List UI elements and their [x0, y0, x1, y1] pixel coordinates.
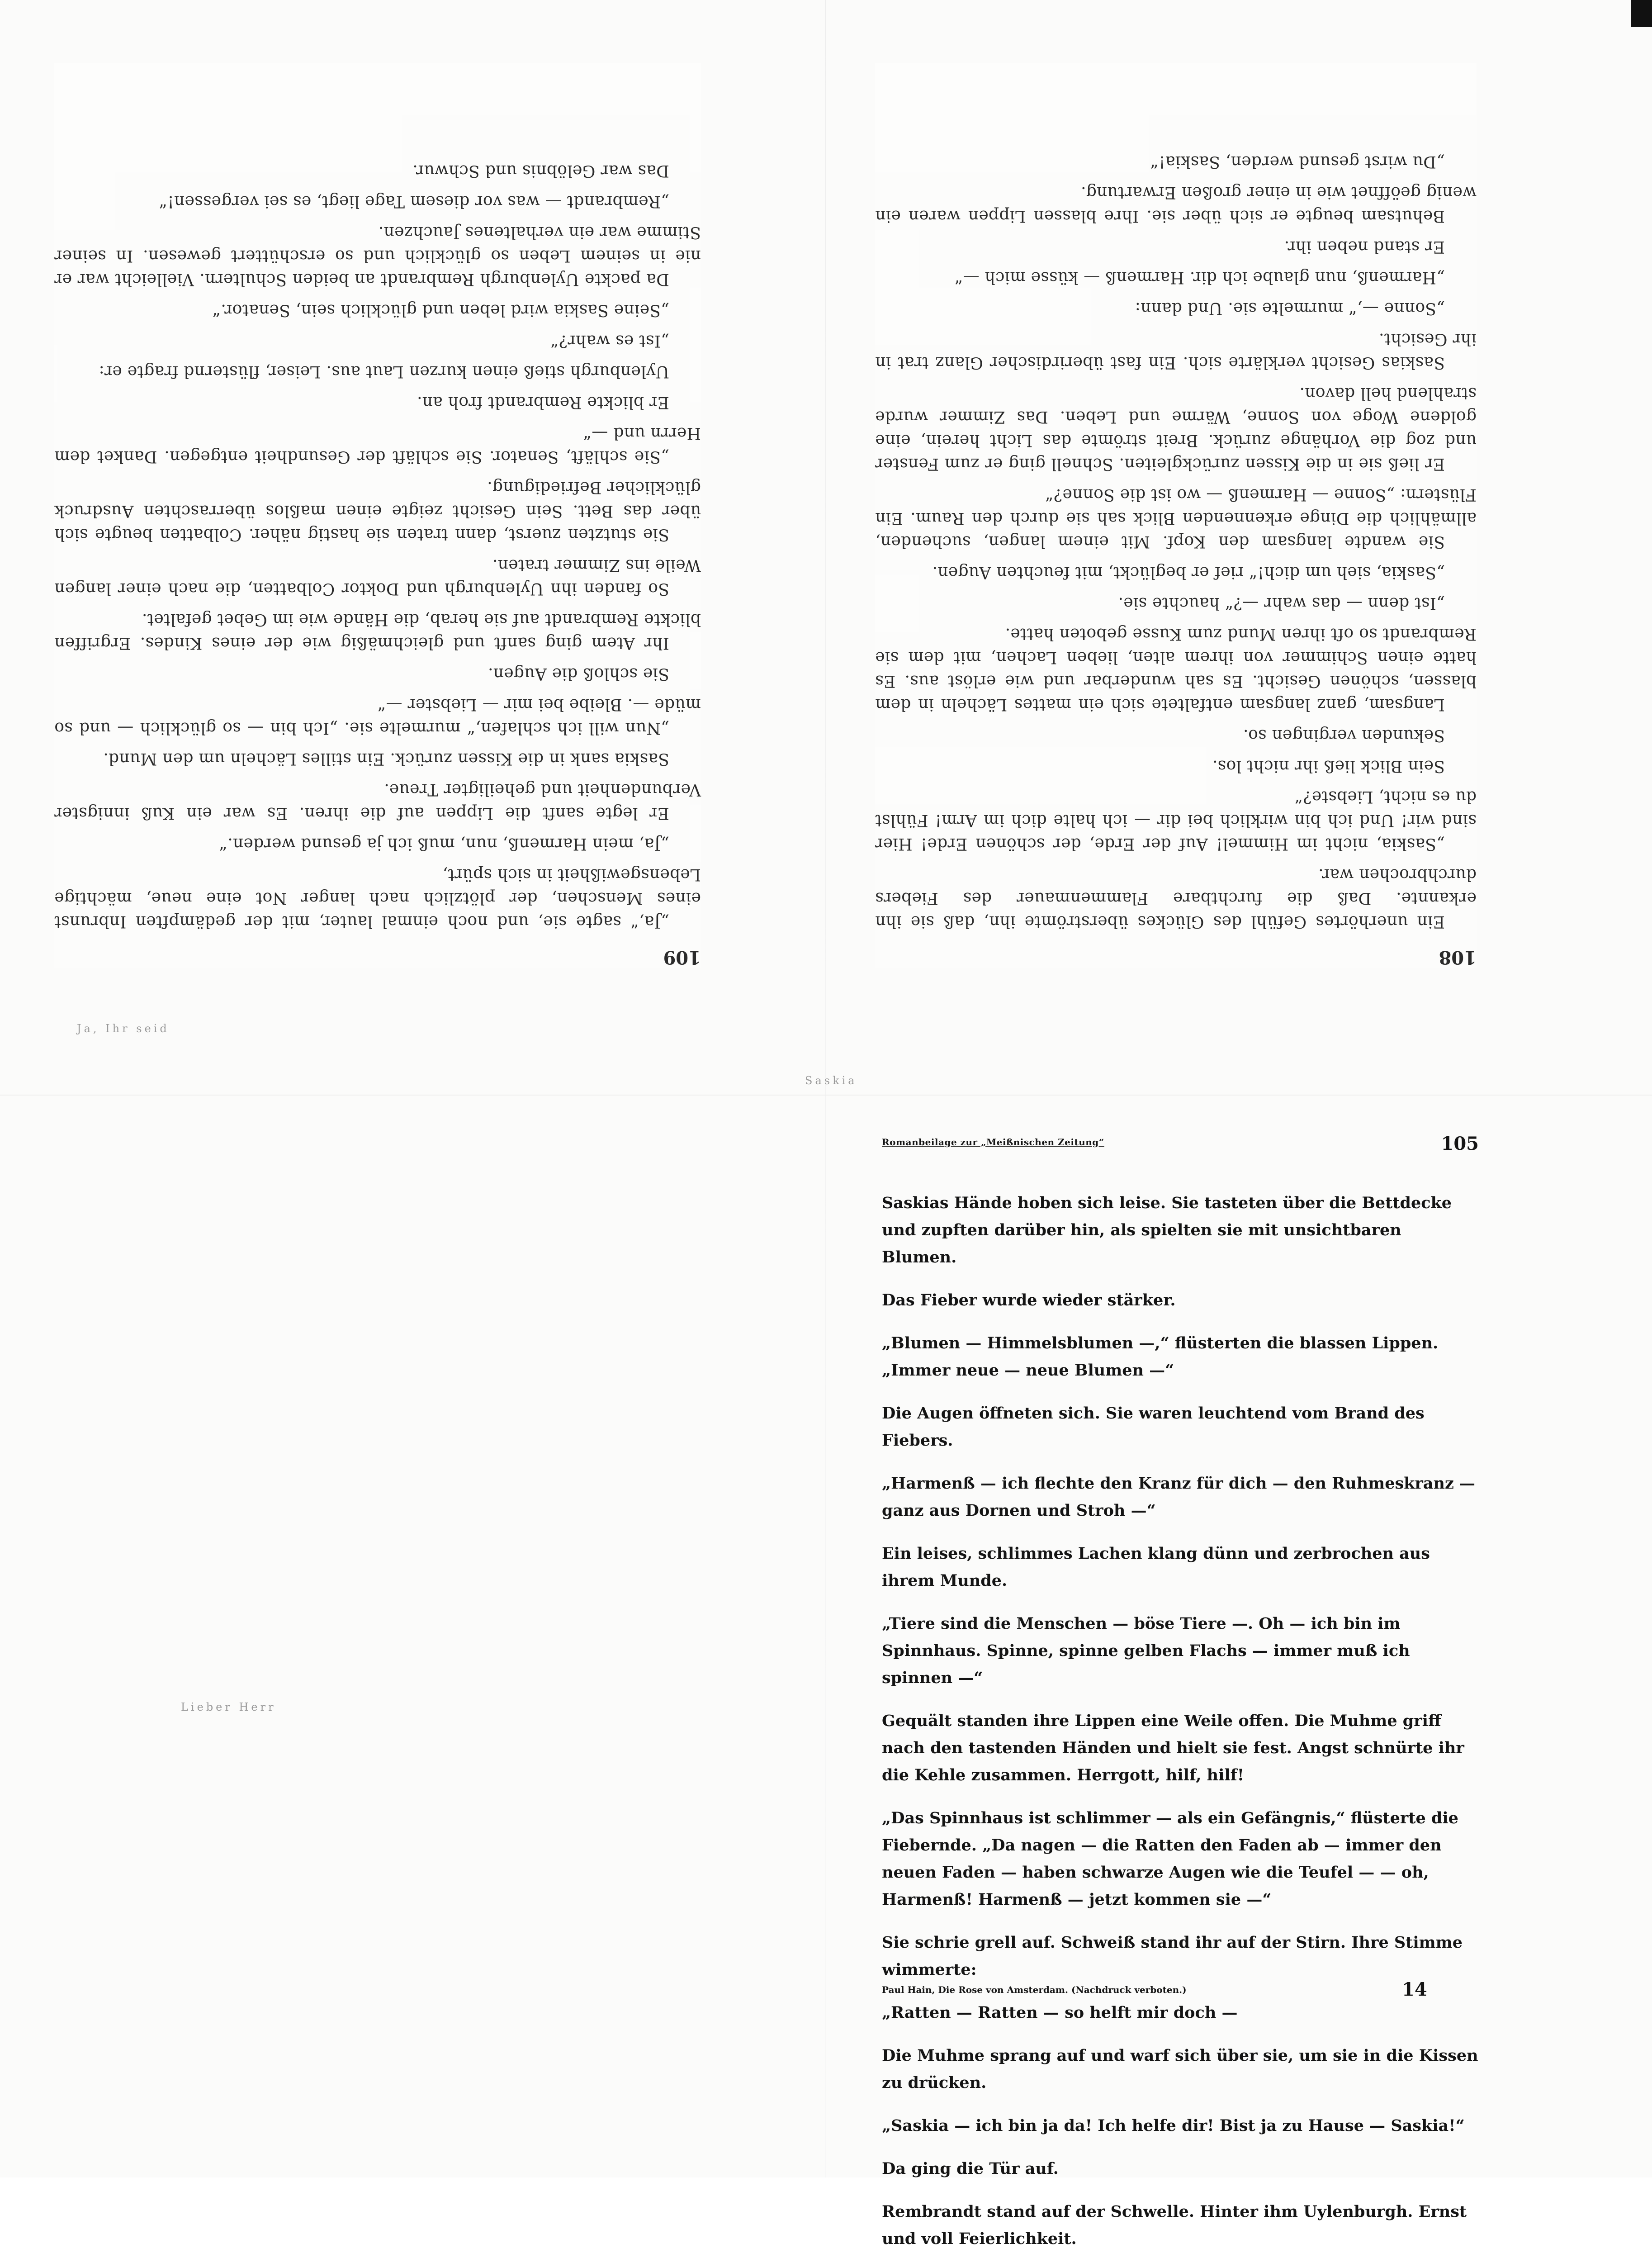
- paragraph: „Ratten — Ratten — so helft mir doch —: [882, 2003, 1238, 2022]
- paragraph: „Saskia, nicht im Himmel! Auf der Erde, der schönen Erde! Hier sind wir! Und ich bin wirklich bei dir — ich halte dich im Arm! Fühlst du es nicht, Liebste?“: [875, 787, 1477, 853]
- paragraph: Gequält standen ihre Lippen eine Weile offen. Die Muhme griff nach den tastenden Händen und hielt sie fest. Angst schnürte ihr die Kehle zusammen. Herrgott, hilf, hilf!: [882, 1712, 1464, 1784]
- paragraph: Behutsam beugte er sich über sie. Ihre blassen Lippen waren ein wenig geöffnet wie in einer großen Erwartung.: [875, 183, 1477, 225]
- signature-mark: 14: [1402, 1979, 1427, 2000]
- paragraph: Die Muhme sprang auf und warf sich über sie, um sie in die Kissen zu drücken.: [882, 2046, 1478, 2092]
- corner-scan-mark: [1631, 0, 1652, 27]
- paragraph: Sekunden vergingen so.: [1243, 726, 1445, 745]
- paragraph: Das Fieber wurde wieder stärker.: [882, 1291, 1176, 1309]
- page-number: 108: [1439, 947, 1477, 968]
- paragraph: „Sonne —,“ murmelte sie. Und dann:: [1135, 299, 1445, 318]
- paragraph: „Saskia, sieh um dich!“ rief er beglückt, mit feuchten Augen.: [932, 563, 1445, 582]
- page-number: 109: [663, 947, 701, 968]
- paragraph: Das war Gelöbnis und Schwur.: [412, 161, 669, 180]
- paragraph: „Harmenß, nun glaube ich dir. Harmenß — küsse mich —“: [954, 268, 1445, 287]
- paragraph: „Blumen — Himmelsblumen —,“ flüsterten die blassen Lippen. „Immer neue — neue Blumen —“: [882, 1334, 1439, 1380]
- running-head: Romanbeilage zur „Meißnischen Zeitung“: [882, 1137, 1104, 1148]
- bleed-through-text: Ja, Ihr seid: [77, 1022, 170, 1035]
- paragraph: So fanden ihn Uylenburgh und Doktor Colbatten, die nach einer langen Weile ins Zimmer traten.: [54, 556, 701, 598]
- paragraph: Sie schrie grell auf. Schweiß stand ihr auf der Stirn. Ihre Stimme wimmerte:: [882, 1933, 1463, 1979]
- paragraph: Saskias Gesicht verklärte sich. Ein fast überirdischer Glanz trat in ihr Gesicht.: [875, 330, 1477, 372]
- paragraph: „Tiere sind die Menschen — böse Tiere —. Oh — ich bin im Spinnhaus. Spinne, spinne gelben Flachs — immer muß ich spinnen —“: [882, 1614, 1410, 1687]
- page-body: [875, 150, 1477, 933]
- bleed-through-text: Saskia: [805, 1074, 857, 1087]
- paragraph: „Das Spinnhaus ist schlimmer — als ein Gefängnis,“ flüsterte die Fiebernde. „Da nagen — die Ratten den Faden ab — immer den neuen Faden — haben schwarze Augen wie die Teufel — — oh, Harmenß! Harmenß — jetzt kommen sie —“: [882, 1809, 1458, 1909]
- paragraph: Er stand neben ihr.: [1284, 237, 1445, 256]
- page-fold: [0, 1095, 1652, 1096]
- paragraph: Sie stutzten zuerst, dann traten sie hastig näher. Colbatten beugte sich über das Bett. Sein Gesicht zeigte einen maßlos überraschten Ausdruck glücklicher Befriedigung.: [54, 478, 701, 544]
- page-body: [54, 159, 701, 933]
- page-body-105: [882, 1174, 1479, 2258]
- imprint-line: Paul Hain, Die Rose von Amsterdam. (Nachdruck verboten.): [882, 1984, 1187, 1995]
- paragraph: Sie wandte langsam den Kopf. Mit einem langen, suchenden, allmählich die Dinge erkennenden Blick sah sie durch den Raum. Ein Flüstern: „Sonne — Harmenß — wo ist die Sonne?“: [875, 485, 1477, 551]
- paragraph: Ein leises, schlimmes Lachen klang dünn und zerbrochen aus ihrem Munde.: [882, 1544, 1430, 1590]
- paragraph: Er ließ sie in die Kissen zurückgleiten. Schnell ging er zum Fenster und zog die Vorhänge zurück. Breit strömte das Licht herein, eine goldene Woge von Sonne, Wärme und Leben. Das Zimmer wurde strahlend hell davon.: [875, 384, 1477, 473]
- paragraph: Saskia sank in die Kissen zurück. Ein stilles Lächeln um den Mund.: [103, 750, 669, 768]
- page-header: [882, 1133, 1479, 1156]
- paragraph: Sein Blick ließ ihr nicht los.: [1212, 757, 1445, 775]
- paragraph: „Saskia — ich bin ja da! Ich helfe dir! Bist ja zu Hause — Saskia!“: [882, 2116, 1465, 2135]
- paragraph: Saskias Hände hoben sich leise. Sie tasteten über die Bettdecke und zupften darüber hin, als spielten sie mit unsichtbaren Blumen.: [882, 1194, 1452, 1267]
- paragraph: „Ja, mein Harmenß, nun, muß ich ja gesund werden.“: [219, 835, 669, 853]
- paragraph: „Ist denn — das wahr —?“ hauchte sie.: [1118, 594, 1445, 612]
- paragraph: Ein unerhörtes Gefühl des Glückes überströmte ihn, daß sie ihn erkannte. Daß die furchtbare Flammenmauer des Fiebers durchbrochen war.: [875, 865, 1477, 931]
- paragraph: „Nun will ich schlafen,“ murmelte sie. „Ich bin — so glücklich — und so müde —. Bleibe bei mir — Liebster —“: [54, 695, 701, 737]
- paragraph: „Rembrandt — was vor diesem Tage liegt, es sei vergessen!“: [159, 192, 669, 211]
- page-number: 105: [1441, 1133, 1479, 1154]
- paragraph: Da packte Uylenburgh Rembrandt an beiden Schultern. Vielleicht war er nie in seinem Leben so glücklich und so erschüttert gewesen. In seiner Stimme war ein verhaltenes Jauchzen.: [54, 223, 701, 289]
- paragraph: Uylenburgh stieß einen kurzen Laut aus. Leiser, flüsternd fragte er:: [99, 362, 669, 381]
- paragraph: „Ist es wahr?“: [550, 332, 669, 350]
- paragraph: Sie schloß die Augen.: [488, 664, 669, 683]
- page-gutter: [825, 0, 826, 2177]
- paragraph: „Sie schläft, Senator. Sie schläft der Gesundheit entgegen. Danket dem Herrn und —“: [54, 424, 701, 466]
- paragraph: Langsam, ganz langsam entfaltete sich ein mattes Lächeln in dem blassen, schönen Gesicht. Es sah wunderbar und wie erlöst aus. Es hatte einen Schimmer von ihrem alten, lieben Lachen, mit dem sie Rembrandt so oft ihren Mund zum Kusse geboten hatte.: [875, 625, 1477, 714]
- upside-down-page-109: [54, 63, 701, 968]
- paragraph: „Harmenß — ich flechte den Kranz für dich — den Ruhmeskranz — ganz aus Dornen und Stroh —“: [882, 1474, 1476, 1520]
- paragraph: „Du wirst gesund werden, Saskia!“: [1150, 152, 1445, 171]
- paragraph: Die Augen öffneten sich. Sie waren leuchtend vom Brand des Fiebers.: [882, 1404, 1425, 1450]
- paragraph: Ihr Atem ging sanft und gleichmäßig wie der eines Kindes. Ergriffen blickte Rembrandt auf sie herab, die Hände wie im Gebet gefaltet.: [54, 610, 701, 652]
- page-footer: [882, 1979, 1479, 2006]
- upside-down-page-108: [875, 63, 1477, 968]
- paragraph: Er blickte Rembrandt froh an.: [417, 393, 669, 412]
- bleed-through-text: Lieber Herr: [181, 1701, 276, 1713]
- paragraph: Er legte sanft die Lippen auf die ihren. Es war ein Kuß innigster Verbundenheit und geheiligter Treue.: [54, 780, 701, 822]
- paragraph: Rembrandt stand auf der Schwelle. Hinter ihm Uylenburgh. Ernst und voll Feierlichkeit.: [882, 2202, 1467, 2248]
- paragraph: Da ging die Tür auf.: [882, 2159, 1059, 2178]
- paragraph: „Seine Saskia wird leben und glücklich sein, Senator.“: [212, 301, 669, 319]
- paragraph: „Ja,“ sagte sie, und noch einmal lauter, mit der gedämpften Inbrunst eines Menschen, der plötzlich nach langer Not eine neue, mächtige Lebensgewißheit in sich spürt,: [54, 865, 701, 931]
